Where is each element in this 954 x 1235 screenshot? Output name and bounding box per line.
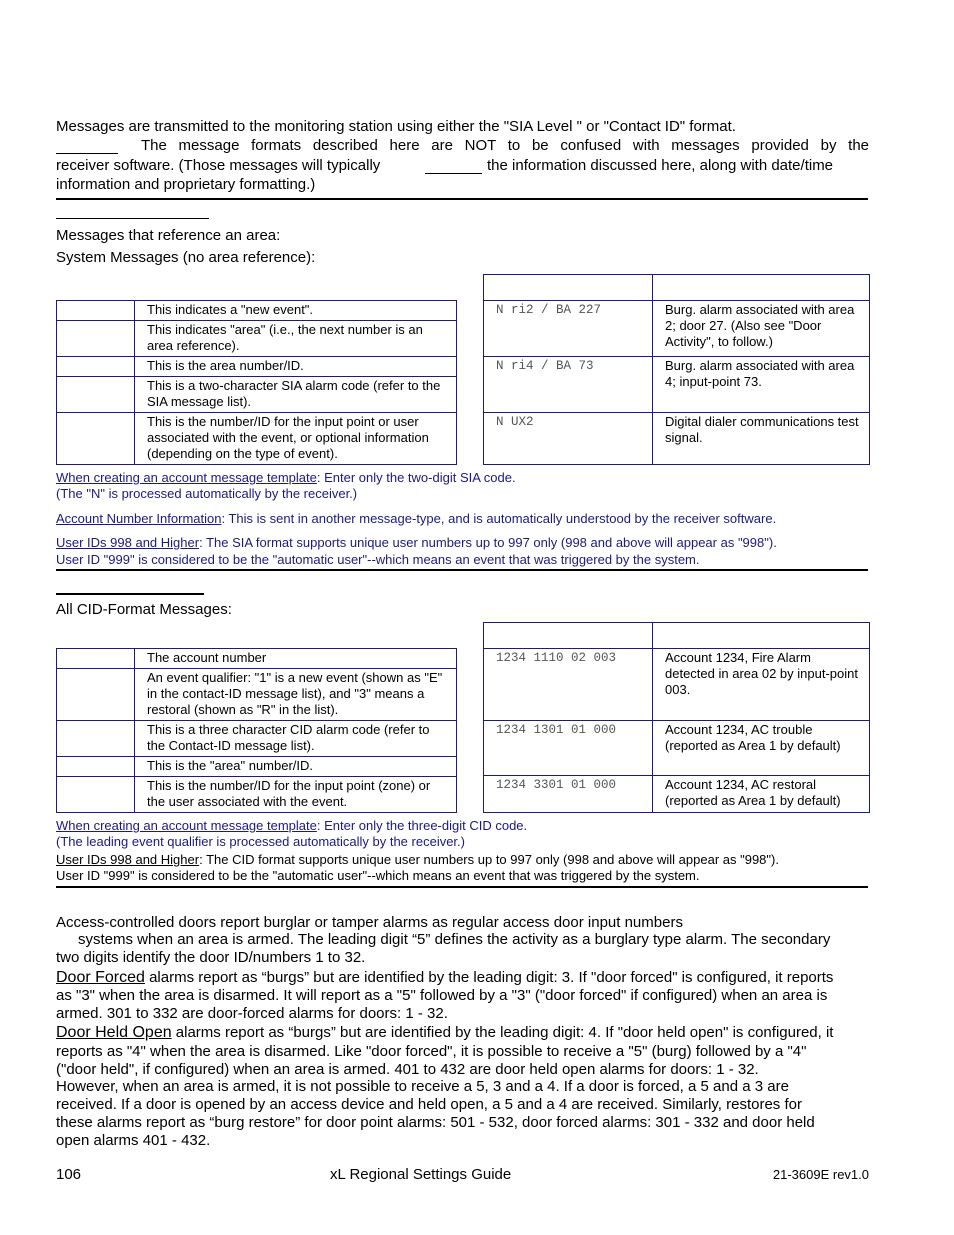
cid-example-code: 1234 1301 01 000: [484, 721, 653, 776]
door-forced-l3: armed. 301 to 332 are door-forced alarms for doors: 1 - 32.: [56, 1005, 448, 1022]
sia-example-desc: Digital dialer communications test signal.: [653, 413, 870, 465]
cid-example-desc: Account 1234, AC restoral (reported as Area 1 by default): [653, 776, 870, 813]
sia-area-messages: Messages that reference an area:: [56, 227, 281, 244]
sia-field: This indicates "area" (i.e., the next number is an area reference).: [135, 321, 457, 357]
cid-note-userids-text: : The CID format supports unique user numbers up to 997 only (998 and above will appear as "998").: [199, 852, 779, 867]
door-held-l6: these alarms report as “burg restore” for door point alarms: 501 - 532, door forced alarms: 301 - 332 and door held: [56, 1114, 815, 1131]
cid-example-code: 1234 3301 01 000: [484, 776, 653, 813]
cid-field: This is the "area" number/ID.: [135, 757, 457, 777]
sia-note-template: [56, 470, 516, 486]
cid-note-template-line2: (The leading event qualifier is processed automatically by the receiver.): [56, 834, 465, 849]
blank-line: [56, 153, 118, 154]
sia-field: This is the number/ID for the input point or user associated with the event, or optional information (depending on the type of event).: [135, 413, 457, 465]
cid-all-messages: All CID-Format Messages:: [56, 601, 232, 618]
sia-note-userids: [56, 535, 777, 551]
section-divider: [56, 198, 868, 200]
sia-note-account: [56, 511, 776, 527]
sia-note-template-link[interactable]: When creating an account message template: [56, 470, 317, 485]
sia-field: This is the area number/ID.: [135, 357, 457, 377]
sia-field: This is a two-character SIA alarm code (refer to the SIA message list).: [135, 377, 457, 413]
door-forced-text: alarms report as “burgs” but are identified by the leading digit: 3. If "door forced" is configured, it reports: [144, 969, 834, 986]
cid-field: The account number: [135, 649, 457, 669]
cid-note-userids: [56, 852, 869, 868]
cid-note-userids-link[interactable]: User IDs 998 and Higher: [56, 852, 200, 867]
door-held-l2: reports as "4" when the area is disarmed. Like "door forced", it is possible to receive a "5" (burg) followed by a "4": [56, 1043, 807, 1060]
sia-fields-table: [56, 300, 457, 465]
cid-note-template-link[interactable]: When creating an account message template: [56, 818, 317, 833]
cid-note-template-text: : Enter only the three-digit CID code.: [316, 818, 528, 833]
intro-line-3a: receiver software. (Those messages will typically: [56, 157, 381, 174]
document-id: 21-3609E rev1.0: [772, 1167, 869, 1182]
cid-field: This is the number/ID for the input point (zone) or the user associated with the event.: [135, 777, 457, 813]
cid-example-code: 1234 1110 02 003: [484, 649, 653, 721]
intro-line-1: Messages are transmitted to the monitoring station using either the "SIA Level " or "Contact ID" format.: [56, 118, 736, 135]
doors-p1-l2: systems when an area is armed. The leading digit “5” defines the activity as a burglary type alarm. The secondary: [78, 931, 831, 948]
cid-field: This is a three character CID alarm code (refer to the Contact-ID message list).: [135, 721, 457, 757]
sia-example-desc: Burg. alarm associated with area 4; input-point 73.: [653, 357, 870, 413]
sia-field: This indicates a "new event".: [135, 301, 457, 321]
sia-example-code: N ri4 / BA 73: [484, 357, 653, 413]
cid-field: An event qualifier: "1" is a new event (shown as "E" in the contact-ID message list), and "3" means a restoral (shown as "R" in the list).: [135, 669, 457, 721]
heading-underline: [56, 218, 209, 219]
intro-line-3b: the information discussed here, along with date/time: [487, 157, 834, 174]
door-forced-label: Door Forced: [56, 969, 145, 986]
sia-system-messages: System Messages (no area reference):: [56, 249, 316, 266]
door-held-l5: received. If a door is opened by an access device and held open, a 5 and a 4 are received. Similarly, restores for: [56, 1096, 802, 1113]
door-held-l3: ("door held", if configured) when an area is armed. 401 to 432 are door held open alarms for doors: 1 - 32.: [56, 1061, 759, 1078]
heading-underline: [56, 593, 204, 595]
door-held-label: Door Held Open: [56, 1024, 172, 1041]
cid-examples-table: [483, 622, 870, 813]
page-number: 106: [56, 1166, 82, 1183]
section-divider: [56, 569, 868, 571]
sia-example-code: N UX2: [484, 413, 653, 465]
sia-note-account-text: : This is sent in another message-type, and is automatically understood by the receiver software.: [221, 511, 777, 526]
sia-note-account-link[interactable]: Account Number Information: [56, 511, 222, 526]
door-forced-l2: as "3" when the area is disarmed. It will report as a "5" followed by a "3" ("door forced" if configured) when an area is: [56, 987, 828, 1004]
sia-note-userids-line2: User ID "999" is considered to be the "automatic user"--which means an event that was triggered by the system.: [56, 552, 700, 567]
doors-p1-l3: two digits identify the door ID/numbers 1 to 32.: [56, 949, 366, 966]
sia-note-template-text: : Enter only the two-digit SIA code.: [316, 470, 516, 485]
intro-line-2: The message formats described here are NOT to be confused with messages provided by the: [141, 137, 869, 154]
door-held-text: alarms report as “burgs” but are identified by the leading digit: 4. If "door held open" is configured, it: [171, 1024, 834, 1041]
door-held-l7: open alarms 401 - 432.: [56, 1132, 211, 1149]
sia-examples-table: [483, 274, 870, 465]
doors-p1-l1: Access-controlled doors report burglar or tamper alarms as regular access door input numbers: [56, 914, 683, 931]
cid-note-userids-line2: User ID "999" is considered to be the "automatic user"--which means an event that was triggered by the system.: [56, 868, 700, 883]
cid-example-desc: Account 1234, Fire Alarm detected in area 02 by input-point 003.: [653, 649, 870, 721]
blank-line: [425, 173, 482, 174]
sia-note-template-line2: (The "N" is processed automatically by the receiver.): [56, 486, 358, 501]
sia-example-desc: Burg. alarm associated with area 2; door 27. (Also see "Door Activity", to follow.): [653, 301, 870, 357]
cid-example-desc: Account 1234, AC trouble (reported as Area 1 by default): [653, 721, 870, 776]
cid-note-template: [56, 818, 527, 834]
cid-fields-table: [56, 648, 457, 813]
footer-title: xL Regional Settings Guide: [330, 1166, 512, 1183]
section-divider: [56, 886, 868, 888]
sia-note-userids-text: : The SIA format supports unique user numbers up to 997 only (998 and above will appear as "998").: [199, 535, 777, 550]
sia-example-code: N ri2 / BA 227: [484, 301, 653, 357]
door-held-l4: However, when an area is armed, it is not possible to receive a 5, 3 and a 4. If a door is forced, a 5 and a 3 are: [56, 1078, 789, 1095]
door-held-l1: [56, 1023, 833, 1042]
intro-line-4: information and proprietary formatting.): [56, 176, 316, 193]
door-forced-l1: [56, 968, 833, 987]
sia-note-userids-link[interactable]: User IDs 998 and Higher: [56, 535, 200, 550]
